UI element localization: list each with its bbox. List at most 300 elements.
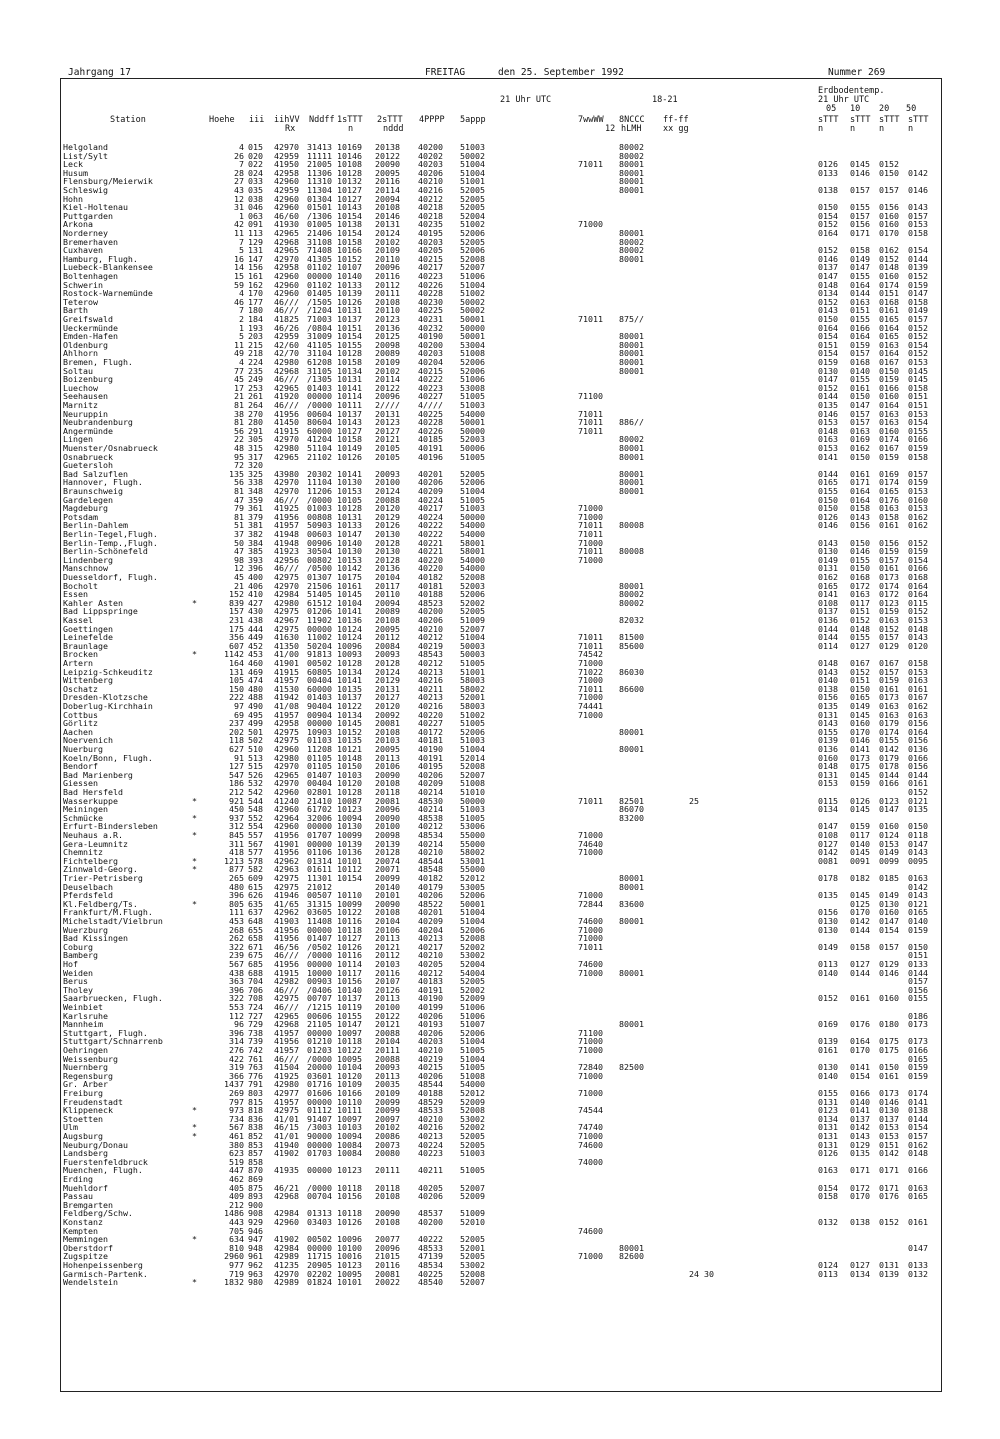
obs-cell: 40230: [418, 296, 443, 307]
earth-temp-cell: 0165: [908, 1191, 928, 1202]
station-id: 870: [248, 1165, 263, 1176]
obs-cell: 01005: [307, 219, 332, 230]
earth-temp-cell: 0126: [818, 511, 838, 522]
earth-temp-cell: 0156: [818, 692, 838, 703]
earth-temp-cell: 0148: [818, 658, 838, 668]
obs-cell: 40217: [418, 503, 443, 514]
earth-temp-cell: 0173: [879, 572, 899, 582]
obs-cell: 52009: [460, 1096, 485, 1107]
obs-cell: 42975: [274, 735, 299, 746]
obs-cell: 40216: [418, 701, 443, 711]
obs-cell: 00000: [307, 1165, 332, 1176]
weather-cell: 80002: [619, 589, 644, 600]
obs-cell: 20088: [375, 1053, 400, 1064]
obs-cell: 52006: [460, 357, 485, 367]
station-id: 577: [248, 847, 263, 858]
obs-cell: 10123: [337, 1260, 362, 1270]
station-height: 450: [229, 804, 244, 815]
obs-cell: 02801: [307, 787, 332, 797]
station-id: 291: [248, 425, 263, 436]
obs-cell: 20093: [375, 468, 400, 479]
station-id: 393: [248, 554, 263, 565]
obs-cell: 20124: [375, 666, 400, 677]
earth-temp-cell: 0108: [818, 830, 838, 840]
obs-cell: 40212: [418, 967, 443, 978]
obs-cell: 51005: [460, 658, 485, 668]
obs-cell: 42960: [274, 193, 299, 204]
station-name: Augsburg: [63, 1131, 103, 1141]
obs-cell: 53005: [460, 881, 485, 892]
obs-cell: 20116: [375, 176, 400, 187]
obs-cell: 11408: [307, 916, 332, 926]
weather-cell: 80001: [619, 357, 644, 367]
station-name: Rostock-Warnemünde: [63, 288, 153, 299]
station-id: 184: [248, 314, 263, 324]
obs-cell: 20118: [375, 1182, 400, 1193]
obs-cell: 20128: [375, 554, 400, 565]
obs-cell: 20108: [375, 296, 400, 307]
station-id: 359: [248, 494, 263, 505]
station-name: Oldenburg: [63, 339, 108, 350]
obs-cell: 00404: [307, 778, 332, 789]
weather-cell: 71000: [578, 1045, 603, 1055]
obs-cell: 00000: [307, 1242, 332, 1253]
obs-cell: 42960: [274, 821, 299, 832]
obs-cell: 40211: [418, 683, 443, 694]
station-height: 312: [229, 821, 244, 832]
obs-cell: 40219: [418, 640, 443, 651]
earth-temp-cell: 0135: [850, 1148, 870, 1159]
station-height: 1142: [224, 649, 244, 660]
obs-cell: 52005: [460, 976, 485, 987]
station-id: 033: [248, 176, 263, 187]
obs-cell: 41956: [274, 959, 299, 969]
obs-cell: 20101: [375, 890, 400, 901]
weather-cell: 80001: [619, 253, 644, 264]
obs-cell: 00000: [307, 924, 332, 935]
station-height: 127: [229, 761, 244, 772]
earth-temp-cell: 0165: [908, 1053, 928, 1064]
station-id: 578: [248, 855, 263, 866]
obs-cell: 20090: [375, 769, 400, 780]
earth-temp-cell: 0145: [850, 890, 870, 901]
obs-cell: 52001: [460, 1242, 485, 1253]
station-id: 706: [248, 984, 263, 995]
station-name: Husum: [63, 167, 88, 178]
obs-cell: 40222: [418, 1234, 443, 1245]
obs-cell: 46///: [274, 494, 299, 505]
earth-temp-cell: 0152: [818, 245, 838, 256]
obs-cell: 52014: [460, 752, 485, 763]
obs-cell: 52007: [460, 623, 485, 634]
obs-cell: 30504: [307, 546, 332, 557]
weather-cell: 71011: [578, 417, 603, 428]
obs-cell: /0000: [307, 1053, 332, 1064]
obs-cell: 48522: [418, 898, 443, 909]
station-name: Memmingen: [63, 1234, 108, 1245]
obs-cell: 10128: [337, 503, 362, 514]
weather-cell: 82500: [619, 1062, 644, 1073]
obs-cell: 40219: [418, 1053, 443, 1064]
obs-cell: 40213: [418, 692, 443, 703]
earth-temp-cell: 0158: [908, 451, 928, 462]
obs-cell: 50000: [460, 322, 485, 333]
obs-cell: 10105: [337, 494, 362, 505]
station-name: Bad Salzuflen: [63, 468, 128, 479]
group-21utc: 21 Uhr UTC: [500, 95, 552, 105]
obs-cell: 55000: [460, 830, 485, 840]
obs-cell: 46///: [274, 1053, 299, 1064]
station-name: Soltau: [63, 365, 93, 376]
obs-cell: 41956: [274, 924, 299, 935]
obs-cell: 40206: [418, 769, 443, 780]
obs-cell: 20094: [375, 193, 400, 204]
obs-cell: 20110: [375, 253, 400, 264]
station-name: Klippeneck: [63, 1105, 113, 1116]
earth-temp-cell: 0153: [908, 615, 928, 625]
weather-cell: 71000: [578, 924, 603, 935]
obs-cell: 20128: [375, 537, 400, 548]
station-id: 430: [248, 606, 263, 617]
weather-cell: 71011: [578, 520, 603, 531]
obs-cell: 52009: [460, 993, 485, 1004]
station-name: Bremen, Flugh.: [63, 357, 133, 367]
earth-temp-cell: 0162: [850, 443, 870, 453]
earth-temp-cell: 0147: [818, 374, 838, 385]
obs-cell: 10114: [337, 959, 362, 969]
mountain-mark: *: [192, 855, 197, 866]
obs-cell: 20090: [375, 812, 400, 823]
earth-temp-cell: 0149: [850, 701, 870, 711]
earth-temp-cell: 0174: [879, 434, 899, 445]
station-height: 164: [229, 658, 244, 668]
obs-cell: 20095: [375, 623, 400, 634]
obs-cell: 51003: [460, 1148, 485, 1159]
station-id: 852: [248, 1131, 263, 1141]
earth-temp-cell: 0153: [908, 219, 928, 230]
obs-cell: 10084: [337, 1148, 362, 1159]
earth-temp-cell: 0160: [879, 993, 899, 1004]
earth-temp-cell: 0159: [879, 451, 899, 462]
obs-cell: 20102: [375, 236, 400, 247]
earth-temp-cell: 0140: [850, 1096, 870, 1107]
obs-cell: 10118: [337, 1036, 362, 1047]
station-id: 675: [248, 950, 263, 961]
station-id: 609: [248, 873, 263, 883]
obs-cell: 40209: [418, 916, 443, 926]
earth-temp-cell: 0152: [818, 296, 838, 307]
station-id: 453: [248, 649, 263, 660]
station-height: 21: [234, 391, 244, 402]
obs-cell: 20108: [375, 726, 400, 737]
earth-temp-cell: 0164: [879, 322, 899, 333]
station-height: 222: [229, 692, 244, 703]
earth-sub-3: n: [879, 124, 885, 134]
earth-temp-cell: 0099: [879, 855, 899, 866]
earth-temp-cell: 0113: [818, 1268, 838, 1279]
earth-temp-cell: 0171: [879, 1182, 899, 1193]
obs-cell: 10095: [337, 1053, 362, 1064]
obs-cell: 52006: [460, 726, 485, 737]
earth-temp-cell: 0150: [850, 563, 870, 574]
obs-cell: 40235: [418, 219, 443, 230]
station-name: Frankfurt/M.Flugh.: [63, 907, 153, 918]
obs-cell: 20081: [375, 1268, 400, 1279]
station-name: Manschnow: [63, 563, 108, 574]
weather-cell: 80001: [619, 1242, 644, 1253]
station-height: 2960: [224, 1251, 244, 1262]
station-height: 38: [234, 408, 244, 419]
station-id: 929: [248, 1217, 263, 1227]
earth-temp-cell: 0147: [818, 271, 838, 281]
weather-cell: 80001: [619, 443, 644, 453]
obs-cell: 40181: [418, 735, 443, 746]
station-id: 637: [248, 907, 263, 918]
earth-temp-cell: 0171: [879, 1165, 899, 1176]
earth-temp-cell: 0168: [850, 572, 870, 582]
station-id: 499: [248, 718, 263, 729]
obs-cell: 20088: [375, 494, 400, 505]
obs-cell: 11715: [307, 1251, 332, 1262]
obs-cell: 42960: [274, 288, 299, 299]
station-name: Norderney: [63, 228, 108, 238]
earth-temp-cell: 0165: [850, 692, 870, 703]
station-height: 157: [229, 606, 244, 617]
station-height: 322: [229, 993, 244, 1004]
obs-cell: 43980: [274, 468, 299, 479]
obs-cell: 40206: [418, 1191, 443, 1202]
mountain-mark: *: [192, 1234, 197, 1245]
earth-temp-cell: 0163: [850, 589, 870, 600]
earth-temp-cell: 0165: [818, 580, 838, 591]
obs-cell: 61512: [307, 597, 332, 608]
obs-cell: 20117: [375, 580, 400, 591]
obs-cell: 41948: [274, 529, 299, 539]
station-name: Duesseldorf, Flugh.: [63, 572, 158, 582]
obs-cell: 48543: [418, 649, 443, 660]
station-name: Garmisch-Partenk.: [63, 1268, 148, 1279]
obs-cell: 20077: [375, 1234, 400, 1245]
obs-cell: 47139: [418, 1251, 443, 1262]
station-height: 405: [229, 1182, 244, 1193]
station-id: 704: [248, 976, 263, 987]
station-height: 135: [229, 468, 244, 479]
station-height: 47: [234, 546, 244, 557]
station-height: 56: [234, 425, 244, 436]
obs-cell: 20136: [375, 563, 400, 574]
station-height: 48: [234, 443, 244, 453]
earth-temp-cell: 0147: [879, 916, 899, 926]
obs-cell: 41957: [274, 520, 299, 531]
obs-cell: 42960: [274, 176, 299, 187]
mountain-mark: *: [192, 597, 197, 608]
obs-cell: 42968: [274, 1019, 299, 1030]
station-height: 43: [234, 185, 244, 195]
station-name: Noervenich: [63, 735, 113, 746]
station-id: 542: [248, 787, 263, 797]
earth-temp-cell: 0091: [850, 855, 870, 866]
obs-cell: 00707: [307, 993, 332, 1004]
obs-cell: 41504: [274, 1062, 299, 1073]
station-height: 322: [229, 941, 244, 952]
earth-temp-cell: 0144: [818, 391, 838, 402]
weather-cell: 80001: [619, 881, 644, 892]
obs-cell: 50000: [460, 511, 485, 522]
earth-temp-cell: 0166: [850, 1088, 870, 1098]
earth-temp-cell: 0163: [908, 873, 928, 883]
earth-temp-cell: 0081: [818, 855, 838, 866]
station-height: 11: [234, 228, 244, 238]
obs-cell: 00802: [307, 554, 332, 565]
weather-cell: 71000: [578, 537, 603, 548]
obs-cell: 20073: [375, 1139, 400, 1150]
station-height: 265: [229, 873, 244, 883]
earth-temp-cell: 0163: [850, 296, 870, 307]
obs-cell: 10146: [337, 150, 362, 161]
weather-cell: 86030: [619, 666, 644, 677]
obs-cell: 40206: [418, 615, 443, 625]
station-height: 21: [234, 580, 244, 591]
obs-cell: 41957: [274, 1045, 299, 1055]
weather-cell: 80001: [619, 486, 644, 496]
earth-temp-cell: 0160: [908, 494, 928, 505]
earth-temp-cell: 0143: [908, 202, 928, 213]
earth-temp-cell: 0173: [879, 1088, 899, 1098]
earth-temp-cell: 0143: [908, 847, 928, 858]
earth-temp-cell: 0136: [908, 744, 928, 754]
station-name: Braunlage: [63, 640, 108, 651]
obs-cell: 52007: [460, 1182, 485, 1193]
obs-cell: 10084: [337, 1139, 362, 1150]
earth-temp-cell: 0158: [908, 658, 928, 668]
earth-temp-cell: 0154: [908, 554, 928, 565]
obs-cell: 41305: [307, 253, 332, 264]
col-w: 7wwWW: [578, 115, 604, 125]
station-height: 81: [234, 511, 244, 522]
obs-cell: 61208: [307, 357, 332, 367]
weather-cell: 74740: [578, 1122, 603, 1133]
obs-cell: 52012: [460, 1088, 485, 1098]
earth-temp-cell: 0152: [818, 993, 838, 1004]
earth-temp-cell: 0175: [879, 1036, 899, 1047]
earth-temp-cell: 0144: [908, 253, 928, 264]
earth-temp-cell: 0144: [908, 967, 928, 978]
col-n: 8NCCC: [619, 115, 645, 125]
station-id: 162: [248, 279, 263, 290]
earth-temp-cell: 0137: [818, 606, 838, 617]
obs-cell: 42963: [274, 864, 299, 875]
station-height: 810: [229, 1242, 244, 1253]
station-name: Leipzig-Schkeuditz: [63, 666, 153, 677]
station-name: Teterow: [63, 296, 98, 307]
obs-cell: 51005: [460, 1045, 485, 1055]
obs-cell: 11301: [307, 873, 332, 883]
station-name: Weiden: [63, 967, 93, 978]
earth-temp-cell: 0143: [850, 511, 870, 522]
station-name: Doberlug-Kirchhain: [63, 701, 153, 711]
station-name: Leck: [63, 159, 83, 170]
station-name: Kl.Feldberg/Ts.: [63, 898, 138, 909]
obs-cell: 31104: [307, 348, 332, 359]
earth-depth-20: 20: [879, 104, 890, 114]
obs-cell: 40191: [418, 984, 443, 995]
obs-cell: 21410: [307, 795, 332, 806]
obs-cell: 42960: [274, 804, 299, 815]
obs-cell: 52002: [460, 984, 485, 995]
obs-cell: 41901: [274, 838, 299, 849]
earth-temp-cell: 0169: [879, 468, 899, 479]
obs-cell: 46///: [274, 984, 299, 995]
obs-cell: 11902: [307, 615, 332, 625]
obs-cell: 10096: [337, 1234, 362, 1245]
obs-cell: 20116: [375, 967, 400, 978]
obs-cell: 51003: [460, 735, 485, 746]
obs-cell: 11111: [307, 150, 332, 161]
earth-temp-cell: 0154: [908, 339, 928, 350]
weather-cell: 80008: [619, 520, 644, 531]
obs-cell: 20111: [375, 1165, 400, 1176]
earth-temp-cell: 0175: [879, 1045, 899, 1055]
earth-temp-cell: 0145: [850, 159, 870, 170]
obs-cell: 46///: [274, 305, 299, 316]
obs-cell: 10103: [337, 769, 362, 780]
earth-temp-cell: 0130: [818, 1062, 838, 1073]
obs-cell: 00000: [307, 1096, 332, 1107]
station-height: 623: [229, 1148, 244, 1159]
earth-temp-cell: 0131: [818, 709, 838, 720]
obs-cell: 60805: [307, 666, 332, 677]
earth-temp-cell: 0163: [879, 701, 899, 711]
weather-cell: 80002: [619, 142, 644, 152]
obs-cell: 10140: [337, 271, 362, 281]
station-height: 447: [229, 1165, 244, 1176]
station-name: Leinefelde: [63, 632, 113, 643]
obs-cell: 52008: [460, 1105, 485, 1116]
station-id: 474: [248, 675, 263, 686]
earth-temp-cell: 0131: [818, 1122, 838, 1133]
earth-temp-cell: 0156: [879, 202, 899, 213]
obs-cell: 41240: [274, 795, 299, 806]
earth-temp-cell: 0157: [908, 314, 928, 324]
obs-cell: 42970: [274, 580, 299, 591]
earth-temp-cell: 0130: [818, 924, 838, 935]
obs-cell: 10161: [337, 580, 362, 591]
obs-cell: 20110: [375, 589, 400, 600]
station-height: 95: [234, 451, 244, 462]
obs-cell: 51005: [460, 1062, 485, 1073]
obs-cell: /1306: [307, 210, 332, 221]
station-height: 734: [229, 1113, 244, 1124]
station-name: List/Sylt: [63, 150, 108, 161]
obs-cell: 40224: [418, 1139, 443, 1150]
station-name: Zugspitze: [63, 1251, 108, 1262]
obs-cell: 10128: [337, 167, 362, 178]
station-id: 838: [248, 1122, 263, 1133]
obs-cell: 42959: [274, 185, 299, 195]
station-height: 1: [239, 210, 244, 221]
earth-temp-cell: 0144: [908, 1113, 928, 1124]
obs-cell: 01105: [307, 761, 332, 772]
station-id: 501: [248, 726, 263, 737]
station-id: 502: [248, 735, 263, 746]
earth-temp-cell: 0150: [908, 941, 928, 952]
earth-temp-cell: 0133: [908, 959, 928, 969]
earth-temp-cell: 0160: [818, 752, 838, 763]
earth-temp-cell: 0155: [850, 374, 870, 385]
station-name: Zinnwald-Georg.: [63, 864, 138, 875]
obs-cell: 52003: [460, 434, 485, 445]
station-height: 380: [229, 1139, 244, 1150]
